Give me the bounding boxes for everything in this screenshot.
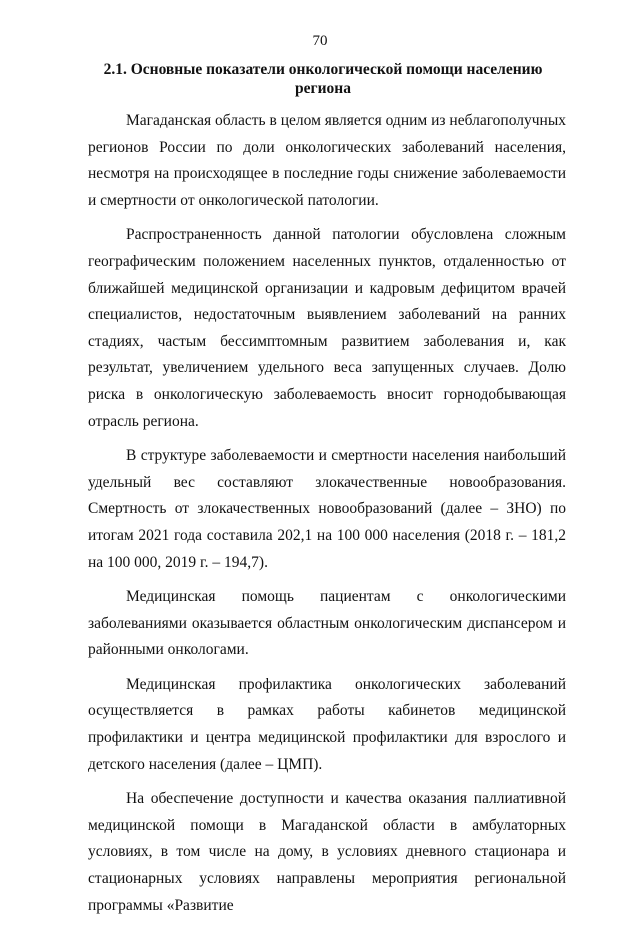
body-text xyxy=(88,108,566,927)
paragraph-5: Медицинская профилактика онкологических заболеваний осуществляется в рамках работы кабинетов медицинской профилактики и центра медицинской профилактики для взрослого и детского населения (далее – ЦМП). xyxy=(88,675,566,773)
paragraph-2: Распространенность данной патологии обусловлена сложным географическим положением населенных пунктов, отдаленностью от ближайшей медицинской организации и кадровым дефицитом врачей специалистов, недостаточным выявлением заболеваний на ранних стадиях, частым бессимптомным развитием заболевания и, как результат, увеличением удельного веса запущенных случаев. Долю риска в онкологическую заболеваемость вносит горнодобывающая отрасль региона. xyxy=(88,226,566,430)
paragraph-3: В структуре заболеваемости и смертности населения наибольший удельный вес составляют злокачественные новообразования. Смертность от злокачественных новообразований (далее – ЗНО) по итогам 2021 года составила 202,1 на 100 000 населения (2018 г. – 181,2 на 100 000, 2019 г. – 194,7). xyxy=(88,447,566,571)
section-heading-line-2: региона xyxy=(295,80,351,97)
page-number: 70 xyxy=(312,33,328,49)
section-heading xyxy=(88,60,558,98)
paragraph-6: На обеспечение доступности и качества оказания паллиативной медицинской помощи в Магаданской области в амбулаторных условиях, в том числе на дому, в условиях дневного стационара и стационарных условиях направлены мероприятия региональной программы «Развитие xyxy=(88,790,566,914)
section-heading-line-1: 2.1. Основные показатели онкологической помощи населению xyxy=(103,61,543,78)
paragraph-1: Магаданская область в целом является одним из неблагополучных регионов России по доли онкологических заболеваний населения, несмотря на происходящее в последние годы снижение заболеваемости и смертности от онкологической патологии. xyxy=(88,112,566,209)
paragraph-4: Медицинская помощь пациентам с онкологическими заболеваниями оказывается областным онкологическим диспансером и районными онкологами. xyxy=(88,588,566,659)
